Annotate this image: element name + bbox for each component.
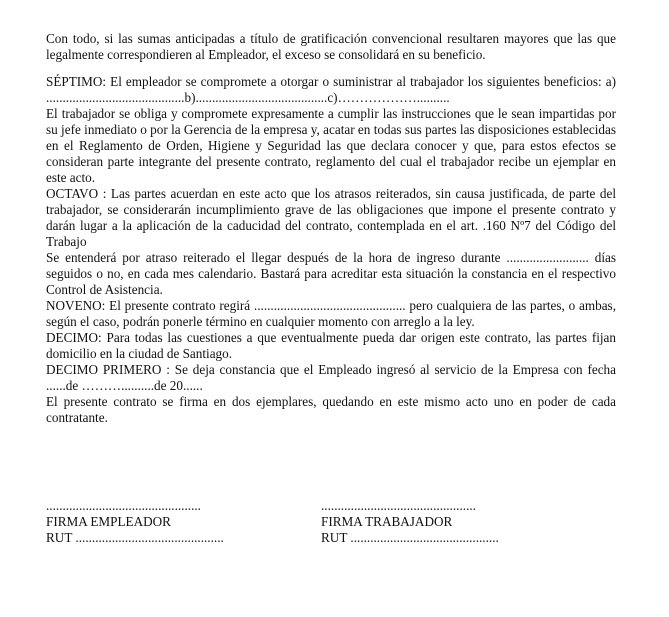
employer-signature-line: ............................................... [46, 498, 201, 513]
clause-gratification-paragraph: Con todo, si las sumas anticipadas a título de gratificación convencional resultaren mayores que las que legalmente correspondieren al Empleador, el exceso se consolidará en su beneficio. [46, 31, 616, 62]
closing-paragraph: El presente contrato se firma en dos ejemplares, quedando en este mismo acto uno en poder de cada contratante. [46, 394, 616, 425]
employer-signature-title: FIRMA EMPLEADOR [46, 514, 171, 529]
clause-delay-definition-paragraph: Se entenderá por atraso reiterado el llegar después de la hora de ingreso durante ......................... días seguidos o no, en cada mes calendario. Bastará para acreditar esta situación la constancia en el respectivo Control de Asistencia. [46, 250, 616, 297]
clause-seventh-benefits-paragraph: SÉPTIMO: El empleador se compromete a otorgar o suministrar al trabajador los siguientes beneficios: a) ..........................................b)........................................c)……………….......... [46, 74, 616, 105]
worker-signature-line: ............................................... [321, 498, 476, 513]
worker-signature-block [321, 498, 499, 546]
contract-body [46, 31, 616, 426]
clause-tenth-domicile-paragraph: DECIMO: Para todas las cuestiones a que eventualmente pueda dar origen este contrato, las partes fijan domicilio en la ciudad de Santiago. [46, 330, 616, 361]
clause-ninth-duration-paragraph: NOVENO: El presente contrato regirá .............................................. pero cualquiera de las partes, o ambas, según el caso, podrán ponerle término en cualquier momento con arreglo a la ley. [46, 298, 616, 329]
employer-rut-field: RUT ............................................. [46, 530, 224, 545]
worker-signature-title: FIRMA TRABAJADOR [321, 514, 453, 529]
clause-eleventh-start-date-paragraph: DECIMO PRIMERO : Se deja constancia que el Empleado ingresó al servicio de la Empresa con fecha ......de ………..........de 20...... [46, 362, 616, 393]
clause-worker-obligations-paragraph: El trabajador se obliga y compromete expresamente a cumplir las instrucciones que le sean impartidas por su jefe inmediato o por la Gerencia de la empresa y, acatar en todas sus partes las disposiciones establecidas en el Reglamento de Orden, Higiene y Seguridad las que declara conocer y que, para estos efectos se consideran parte integrante del presente contrato, reglamento del cual el trabajador recibe un ejemplar en este acto. [46, 106, 616, 185]
employer-signature-block [46, 498, 224, 546]
worker-rut-field: RUT ............................................. [321, 530, 499, 545]
clause-eighth-delays-paragraph: OCTAVO : Las partes acuerdan en este acto que los atrasos reiterados, sin causa justificada, de parte del trabajador, se considerarán incumplimiento grave de las obligaciones que impone el presente contrato y darán lugar a la aplicación de la caducidad del contrato, contemplada en el art. .160 Nº7 del Código del Trabajo [46, 186, 616, 249]
